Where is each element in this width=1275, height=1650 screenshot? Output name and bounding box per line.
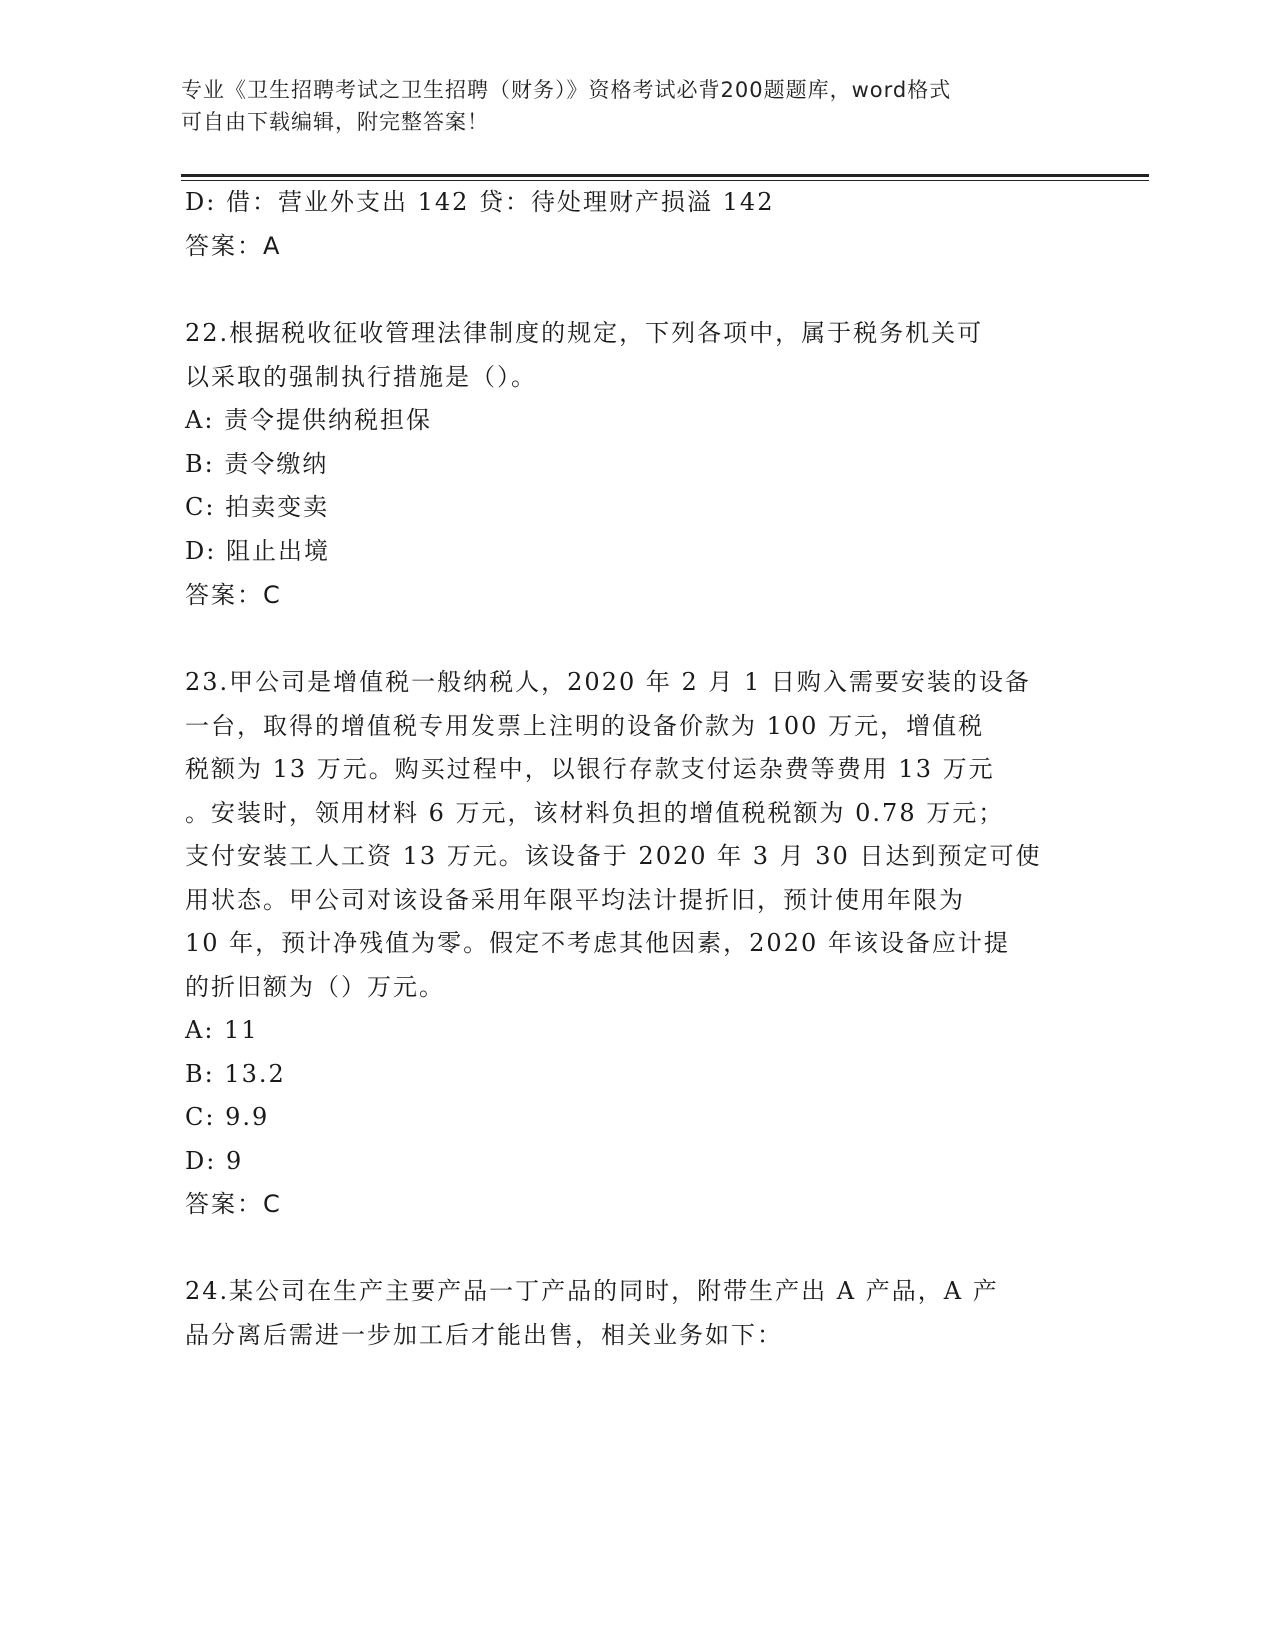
q23-option-c: C: 9.9 [185,1103,270,1131]
q22-answer: 答案：C [185,581,282,609]
q22-option-a: A: 责令提供纳税担保 [185,406,433,434]
q24-stem-line-2: 品分离后需进一步加工后才能出售，相关业务如下： [185,1321,783,1349]
q24-stem-line-1: 24.某公司在生产主要产品一丁产品的同时，附带生产出 A 产品，A 产 [185,1277,999,1305]
q23-option-b: B: 13.2 [185,1060,286,1088]
header-divider-thick [181,174,1149,177]
q23-stem-line-6: 用状态。甲公司对该设备采用年限平均法计提折旧，预计使用年限为 [185,886,965,914]
header-line-2: 可自由下载编辑，附完整答案！ [181,110,489,134]
q23-option-a: A: 11 [185,1016,259,1044]
q23-stem-line-8: 的折旧额为（）万元。 [185,973,445,1001]
document-header [181,74,1041,138]
q22-option-b: B: 责令缴纳 [185,450,329,478]
q22-stem-line-2: 以采取的强制执行措施是（）。 [185,363,537,391]
q23-stem-line-7: 10 年，预计净残值为零。假定不考虑其他因素，2020 年该设备应计提 [185,929,1010,957]
q23-stem-line-3: 税额为 13 万元。购买过程中，以银行存款支付运杂费等费用 13 万元 [185,755,995,783]
q23-stem-line-1: 23.甲公司是增值税一般纳税人，2020 年 2 月 1 日购入需要安装的设备 [185,668,1031,696]
q23-stem-line-2: 一台，取得的增值税专用发票上注明的设备价款为 100 万元，增值税 [185,712,985,740]
q23-option-d: D: 9 [185,1147,244,1175]
header-line-1: 专业《卫生招聘考试之卫生招聘（财务）》资格考试必背200题题库，word格式 [181,78,952,102]
q23-stem-line-5: 支付安装工人工资 13 万元。该设备于 2020 年 3 月 30 日达到预定可使 [185,842,1042,870]
q22-stem-line-1: 22.根据税收征收管理法律制度的规定，下列各项中，属于税务机关可 [185,319,984,347]
q21-option-d: D: 借：营业外支出 142 贷：待处理财产损溢 142 [185,188,775,216]
q23-stem-line-4: 。安装时，领用材料 6 万元，该材料负担的增值税税额为 0.78 万元； [185,799,1005,827]
q21-answer: 答案：A [185,232,282,260]
q22-option-d: D: 阻止出境 [185,537,330,565]
header-divider-thin [181,180,1149,181]
q23-answer: 答案：C [185,1190,282,1218]
q22-option-c: C: 拍卖变卖 [185,493,330,521]
